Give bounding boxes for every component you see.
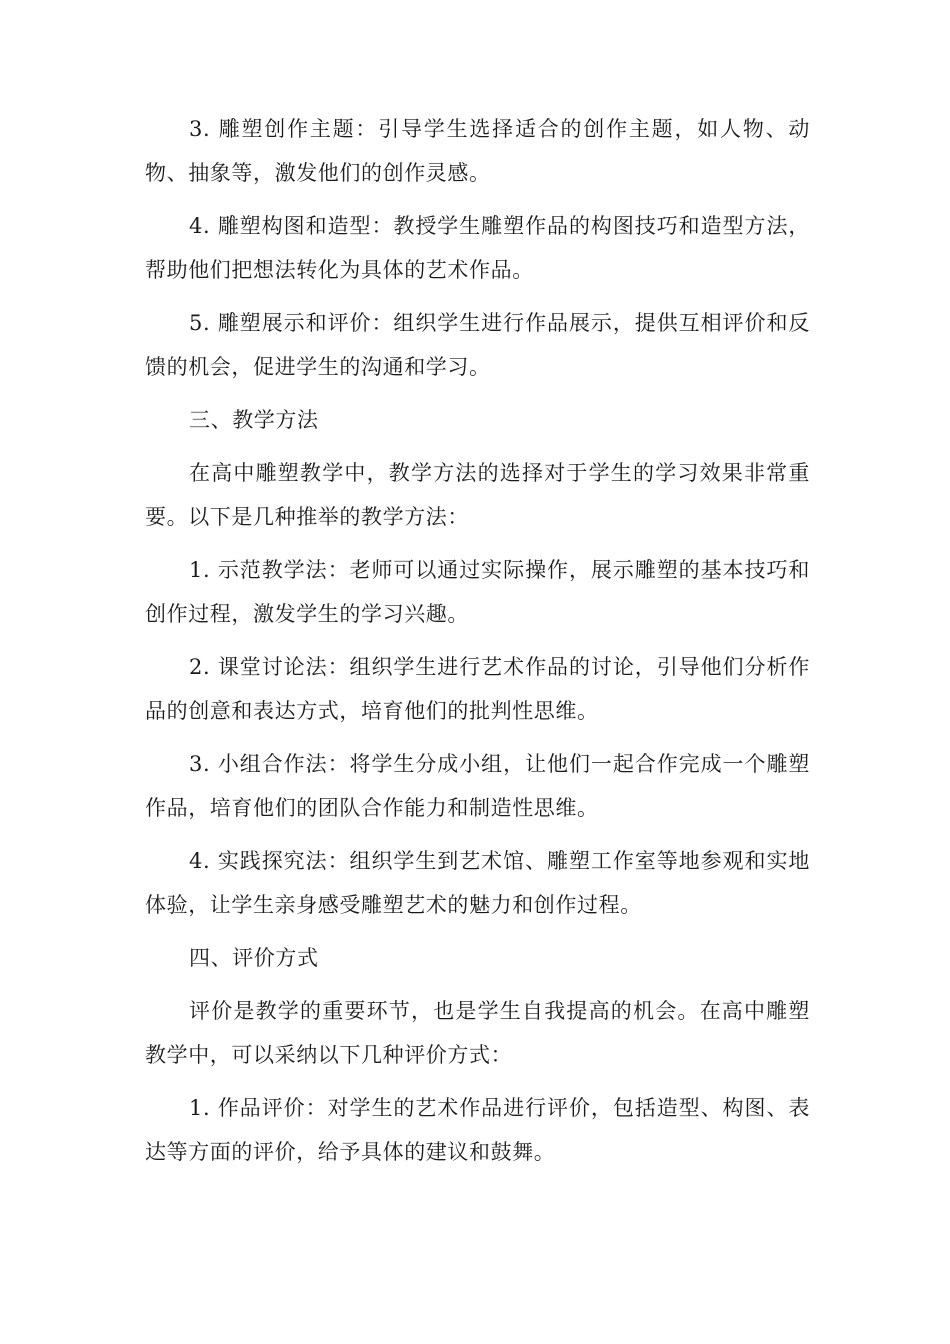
section-heading-teaching-methods: 三、教学方法: [189, 408, 319, 432]
paragraph-discussion-method: 2. 课堂讨论法：组织学生进行艺术作品的讨论，引导他们分析作品的创意和表达方式，培育他们的批判性思维。: [145, 655, 810, 723]
paragraph-sculpture-theme: 3. 雕塑创作主题：引导学生选择适合的创作主题，如人物、动物、抽象等，激发他们的创作灵感。: [145, 117, 810, 185]
paragraph-display-evaluation: 5. 雕塑展示和评价：组织学生进行作品展示，提供互相评价和反馈的机会，促进学生的沟通和学习。: [145, 311, 810, 379]
paragraph-composition-modeling: 4. 雕塑构图和造型：教授学生雕塑作品的构图技巧和造型方法，帮助他们把想法转化为具体的艺术作品。: [145, 214, 810, 282]
paragraph-group-method: 3. 小组合作法：将学生分成小组，让他们一起合作完成一个雕塑作品，培育他们的团队合作能力和制造性思维。: [145, 752, 810, 820]
document-body: [145, 107, 810, 1183]
paragraph-work-evaluation: 1. 作品评价：对学生的艺术作品进行评价，包括造型、构图、表达等方面的评价，给予具体的建议和鼓舞。: [145, 1096, 810, 1164]
section-heading-evaluation: 四、评价方式: [189, 946, 319, 970]
paragraph-demonstration-method: 1. 示范教学法：老师可以通过实际操作，展示雕塑的基本技巧和创作过程，激发学生的学习兴趣。: [145, 558, 810, 626]
paragraph-methods-intro: 在高中雕塑教学中，教学方法的选择对于学生的学习效果非常重要。以下是几种推举的教学方法：: [145, 461, 810, 529]
paragraph-practice-method: 4. 实践探究法：组织学生到艺术馆、雕塑工作室等地参观和实地体验，让学生亲身感受雕塑艺术的魅力和创作过程。: [145, 849, 810, 917]
paragraph-evaluation-intro: 评价是教学的重要环节，也是学生自我提高的机会。在高中雕塑教学中，可以采纳以下几种评价方式：: [145, 999, 810, 1067]
